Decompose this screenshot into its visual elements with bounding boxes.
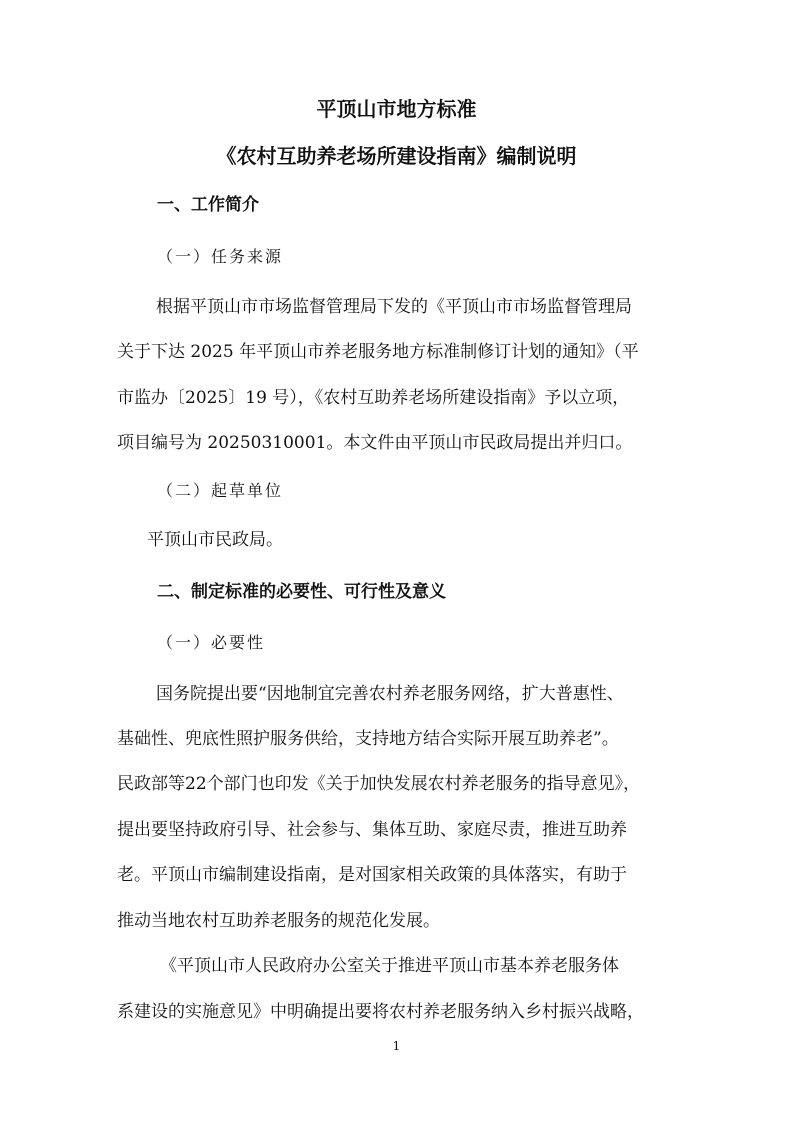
document-title-line1: 平顶山市地方标准 bbox=[316, 97, 477, 121]
paragraph-line: 平顶山市民政局。 bbox=[147, 530, 283, 550]
paragraph-line: 关于下达 2025 年平顶山市养老服务地方标准制修订计划的通知》（平 bbox=[117, 342, 639, 362]
paragraph-line: 基础性、兜底性照护服务供给，支持地方结合实际开展互助养老”。 bbox=[117, 729, 619, 749]
paragraph-line: 老。平顶山市编制建设指南，是对国家相关政策的具体落实，有助于 bbox=[117, 865, 627, 885]
paragraph-line: 推动当地农村互助养老服务的规范化发展。 bbox=[117, 911, 440, 931]
subsection-heading-task-source: （一）任务来源 bbox=[157, 247, 284, 266]
paragraph-line: 《平顶山市人民政府办公室关于推进平顶山市基本养老服务体 bbox=[160, 956, 619, 976]
paragraph-line: 根据平顶山市市场监督管理局下发的《平顶山市市场监督管理局 bbox=[156, 297, 632, 317]
subsection-heading-drafting-unit: （二）起草单位 bbox=[157, 481, 284, 500]
paragraph-line: 民政部等22个部门也印发《关于加快发展农村养老服务的指导意见》， bbox=[117, 774, 641, 794]
section-heading-necessity: 二、制定标准的必要性、可行性及意义 bbox=[157, 582, 446, 602]
paragraph-line: 系建设的实施意见》中明确提出要将农村养老服务纳入乡村振兴战略， bbox=[117, 1002, 644, 1022]
paragraph-line: 项目编号为 20250310001。本文件由平顶山市民政局提出并归口。 bbox=[117, 433, 633, 453]
subsection-heading-necessity: （一）必要性 bbox=[157, 633, 266, 652]
section-heading-work-overview: 一、工作简介 bbox=[157, 195, 259, 215]
paragraph-line: 提出要坚持政府引导、社会参与、集体互助、家庭尽责，推进互助养 bbox=[117, 820, 627, 840]
page-number: 1 bbox=[392, 1039, 401, 1053]
paragraph-line: 市监办〔2025〕19 号），《农村互助养老场所建设指南》予以立项， bbox=[117, 388, 630, 408]
paragraph-line: 国务院提出要“因地制宜完善农村养老服务网络，扩大普惠性、 bbox=[156, 684, 624, 704]
document-title-line2: 《农村互助养老场所建设指南》编制说明 bbox=[216, 144, 577, 168]
